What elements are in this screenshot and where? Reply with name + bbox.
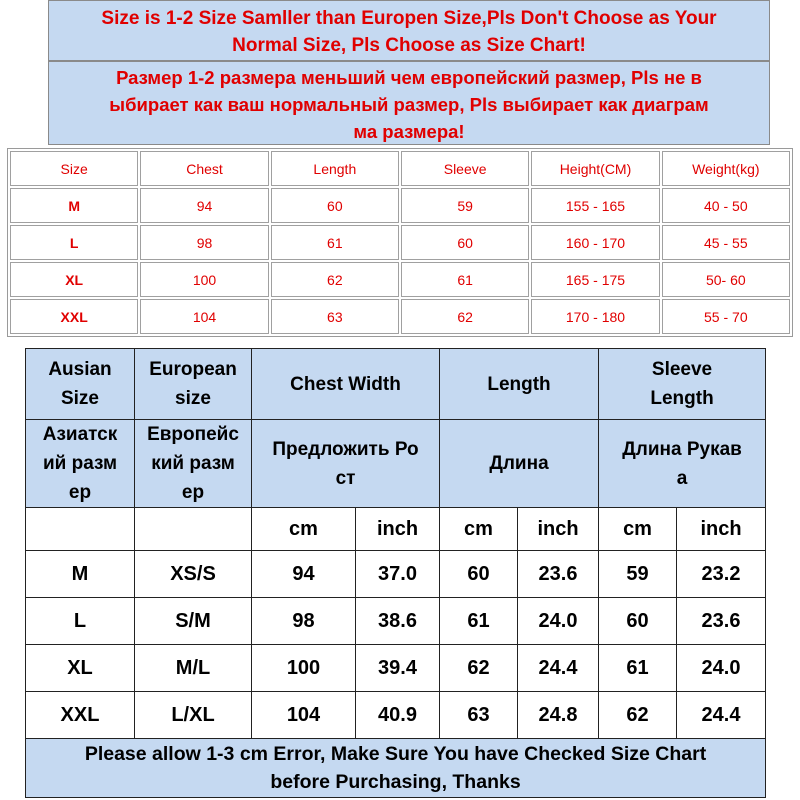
sleeve-cell: 59 — [401, 188, 529, 223]
length-cm-cell: 62 — [440, 645, 518, 692]
table-row — [10, 299, 790, 334]
table-row — [26, 551, 766, 598]
sleeve-cm-cell: 60 — [599, 598, 677, 645]
length-cm-cell: 60 — [440, 551, 518, 598]
header-size: Size — [10, 151, 138, 186]
table-row — [26, 598, 766, 645]
unit-cell: inch — [677, 508, 766, 551]
sleeve-cell: 61 — [401, 262, 529, 297]
length-cm-cell: 63 — [440, 692, 518, 739]
length-cell: 62 — [271, 262, 399, 297]
european-size-cell: XS/S — [135, 551, 252, 598]
size-chart-simple — [7, 148, 793, 337]
sleeve-cm-cell: 62 — [599, 692, 677, 739]
chest-cm-cell: 98 — [252, 598, 356, 645]
footer-row — [26, 739, 766, 798]
notice-english-line-1: Size is 1-2 Size Samller than Europen Size,Pls Don't Choose as Your — [101, 8, 717, 29]
unit-cell: inch — [518, 508, 599, 551]
header-height: Height(CM) — [531, 151, 659, 186]
footer-notice: Please allow 1-3 cm Error, Make Sure You have Checked Size Chart before Purchasing, Thanks — [26, 739, 766, 798]
size-cell: XL — [10, 262, 138, 297]
sleeve-inch-cell: 23.2 — [677, 551, 766, 598]
chest-inch-cell: 39.4 — [356, 645, 440, 692]
length-cell: 60 — [271, 188, 399, 223]
size-cell: L — [10, 225, 138, 260]
unit-cell: cm — [599, 508, 677, 551]
sleeve-cm-cell: 59 — [599, 551, 677, 598]
chest-cm-cell: 94 — [252, 551, 356, 598]
header-chest-ru: Предложить Ро ст — [252, 420, 440, 508]
notice-russian-line-1: Размер 1-2 размера меньший чем европейский размер, Pls не в — [116, 67, 702, 88]
weight-cell: 45 - 55 — [662, 225, 790, 260]
size-chart-detailed — [25, 348, 766, 798]
height-cell: 160 - 170 — [531, 225, 659, 260]
empty-cell — [26, 508, 135, 551]
table-row — [10, 262, 790, 297]
unit-cell: cm — [440, 508, 518, 551]
european-size-cell: L/XL — [135, 692, 252, 739]
header-length-ru: Длина — [440, 420, 599, 508]
header-sleeve-ru: Длина Рукав а — [599, 420, 766, 508]
header-length: Length — [440, 349, 599, 420]
unit-cell: cm — [252, 508, 356, 551]
header-european-size-ru: Европейс кий разм ер — [135, 420, 252, 508]
size-chart-simple-header-row — [10, 151, 790, 186]
chest-cell: 100 — [140, 262, 268, 297]
header-row-russian — [26, 420, 766, 508]
notice-russian-line-3: ма размера! — [353, 121, 465, 142]
chest-cell: 98 — [140, 225, 268, 260]
empty-cell — [135, 508, 252, 551]
header-row-english — [26, 349, 766, 420]
chest-cell: 94 — [140, 188, 268, 223]
sleeve-inch-cell: 23.6 — [677, 598, 766, 645]
chest-cell: 104 — [140, 299, 268, 334]
header-sleeve-length: Sleeve Length — [599, 349, 766, 420]
table-row — [10, 225, 790, 260]
length-inch-cell: 24.0 — [518, 598, 599, 645]
length-cm-cell: 61 — [440, 598, 518, 645]
height-cell: 155 - 165 — [531, 188, 659, 223]
european-size-cell: S/M — [135, 598, 252, 645]
asian-size-cell: XXL — [26, 692, 135, 739]
height-cell: 165 - 175 — [531, 262, 659, 297]
length-cell: 61 — [271, 225, 399, 260]
european-size-cell: M/L — [135, 645, 252, 692]
header-asian-size: Ausian Size — [26, 349, 135, 420]
header-chest: Chest — [140, 151, 268, 186]
sleeve-inch-cell: 24.4 — [677, 692, 766, 739]
sleeve-cell: 62 — [401, 299, 529, 334]
size-cell: M — [10, 188, 138, 223]
header-weight: Weight(kg) — [662, 151, 790, 186]
asian-size-cell: M — [26, 551, 135, 598]
chest-cm-cell: 104 — [252, 692, 356, 739]
sleeve-cell: 60 — [401, 225, 529, 260]
header-sleeve: Sleeve — [401, 151, 529, 186]
table-row — [10, 188, 790, 223]
length-inch-cell: 23.6 — [518, 551, 599, 598]
sleeve-cm-cell: 61 — [599, 645, 677, 692]
length-inch-cell: 24.8 — [518, 692, 599, 739]
notice-russian — [48, 61, 770, 145]
header-chest-width: Chest Width — [252, 349, 440, 420]
table-row — [26, 692, 766, 739]
chest-inch-cell: 38.6 — [356, 598, 440, 645]
weight-cell: 55 - 70 — [662, 299, 790, 334]
unit-cell: inch — [356, 508, 440, 551]
header-length: Length — [271, 151, 399, 186]
table-row — [26, 645, 766, 692]
weight-cell: 40 - 50 — [662, 188, 790, 223]
length-inch-cell: 24.4 — [518, 645, 599, 692]
notice-english-line-2: Normal Size, Pls Choose as Size Chart! — [232, 35, 586, 56]
notice-russian-line-2: ыбирает как ваш нормальный размер, Pls выбирает как диаграм — [109, 94, 709, 115]
header-european-size: European size — [135, 349, 252, 420]
asian-size-cell: XL — [26, 645, 135, 692]
chest-inch-cell: 37.0 — [356, 551, 440, 598]
length-cell: 63 — [271, 299, 399, 334]
header-asian-size-ru: Азиатск ий разм ер — [26, 420, 135, 508]
sleeve-inch-cell: 24.0 — [677, 645, 766, 692]
size-cell: XXL — [10, 299, 138, 334]
weight-cell: 50- 60 — [662, 262, 790, 297]
units-row — [26, 508, 766, 551]
notice-english — [48, 0, 770, 61]
height-cell: 170 - 180 — [531, 299, 659, 334]
asian-size-cell: L — [26, 598, 135, 645]
chest-inch-cell: 40.9 — [356, 692, 440, 739]
chest-cm-cell: 100 — [252, 645, 356, 692]
